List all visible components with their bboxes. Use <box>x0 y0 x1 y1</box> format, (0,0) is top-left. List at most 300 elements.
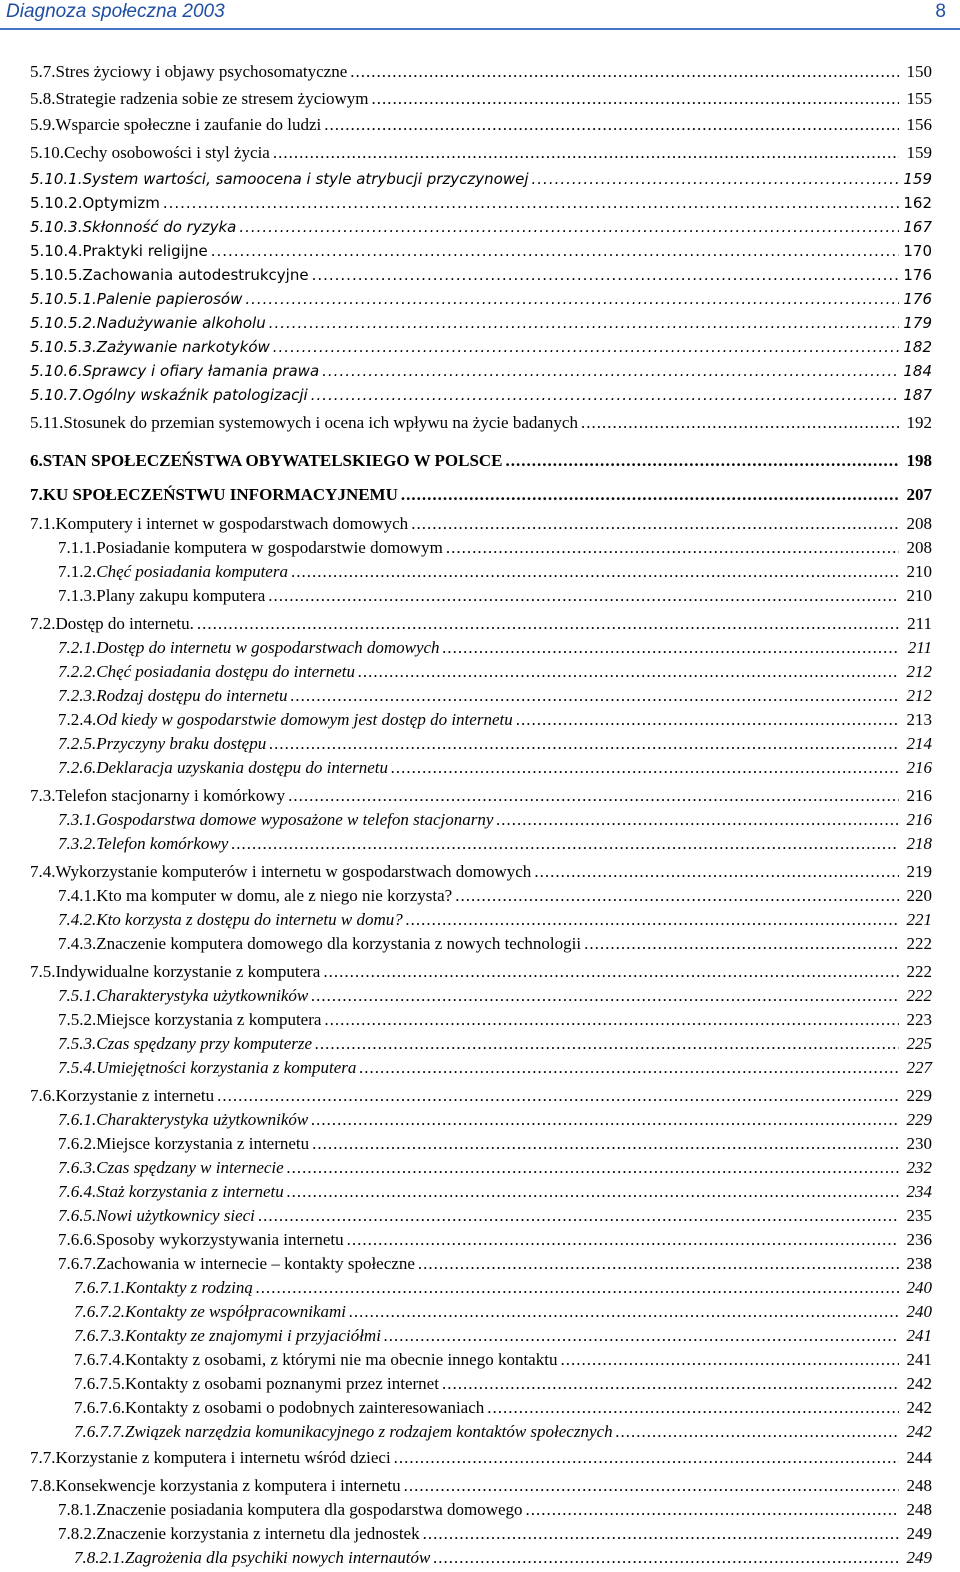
toc-entry-number: 7.2.6. <box>58 758 97 777</box>
toc-leader <box>290 685 899 707</box>
toc-entry-number: 7.6.7.7. <box>74 1422 125 1441</box>
toc-entry[interactable] <box>0 909 960 931</box>
toc-entry-number: 7.5.1. <box>58 986 97 1005</box>
toc-leader <box>268 585 899 607</box>
toc-entry[interactable] <box>0 1109 960 1131</box>
toc-leader <box>324 114 899 136</box>
toc-entry-title: Dostęp do internetu w gospodarstwach domowych <box>96 638 440 657</box>
toc-entry-page: 222 <box>906 986 932 1005</box>
toc-entry-page: 222 <box>906 962 932 981</box>
toc-entry-page: 223 <box>906 1010 932 1029</box>
toc-leader <box>534 861 899 883</box>
toc-leader <box>404 1475 899 1497</box>
toc-leader <box>350 61 899 83</box>
toc-entry-page: 208 <box>906 514 932 533</box>
toc-chapter-entry[interactable] <box>0 484 960 506</box>
toc-entry-number: 7.2. <box>30 614 56 633</box>
toc-leader <box>197 613 899 635</box>
toc-entry-number: 7.4.3. <box>58 934 97 953</box>
toc-entry-number: 7.6. <box>30 1086 56 1105</box>
toc-entry-number: 5.10.1. <box>30 170 83 188</box>
toc-leader <box>217 1085 899 1107</box>
toc-entry-number: 7.5.4. <box>58 1058 97 1077</box>
toc-entry-title: Nowi użytkownicy sieci <box>96 1206 255 1225</box>
toc-entry-page: 218 <box>906 834 932 853</box>
toc-entry[interactable] <box>0 585 960 607</box>
toc-leader <box>245 288 899 310</box>
toc-entry-number: 7.6.7. <box>58 1254 97 1273</box>
toc-entry[interactable] <box>0 360 960 382</box>
toc-entry-title: Znaczenie posiadania komputera dla gospodarstwa domowego <box>96 1500 523 1519</box>
toc-entry-page: 176 <box>903 266 932 284</box>
toc-entry-number: 5.9. <box>30 115 56 134</box>
toc-entry-page: 211 <box>907 614 932 633</box>
toc-leader <box>269 733 899 755</box>
toc-entry[interactable] <box>0 1033 960 1055</box>
toc-entry[interactable] <box>0 1499 960 1521</box>
toc-entry-number: 7.8.2. <box>58 1524 97 1543</box>
toc-entry-title: Praktyki religijne <box>82 242 208 260</box>
toc-entry-page: 230 <box>906 1134 932 1153</box>
toc-entry-number: 7.4. <box>30 862 56 881</box>
toc-entry-page: 192 <box>906 413 932 432</box>
toc-entry[interactable] <box>0 985 960 1007</box>
toc-entry-title: Chęć posiadania komputera <box>96 562 288 581</box>
toc-entry[interactable] <box>0 168 960 190</box>
toc-leader <box>446 537 899 559</box>
toc-entry-number: 5.8. <box>30 89 56 108</box>
toc-leader <box>384 1325 899 1347</box>
toc-entry-number: 7.2.1. <box>58 638 97 657</box>
toc-leader <box>287 1181 899 1203</box>
toc-entry-number: 6. <box>30 451 43 470</box>
toc-entry-number: 5.10. <box>30 143 64 162</box>
toc-entry-page: 176 <box>903 290 932 308</box>
toc-entry-number: 5.11. <box>30 413 64 432</box>
toc-entry[interactable] <box>0 757 960 779</box>
toc-entry-number: 7.6.7.5. <box>74 1374 125 1393</box>
toc-entry-number: 7.2.5. <box>58 734 97 753</box>
toc-entry-page: 208 <box>906 538 932 557</box>
toc-entry-page: 187 <box>903 386 932 404</box>
toc-entry-page: 225 <box>906 1034 932 1053</box>
toc-entry-page: 155 <box>906 89 932 108</box>
toc-leader <box>291 561 899 583</box>
toc-entry-number: 7.6.7.4. <box>74 1350 125 1369</box>
toc-entry[interactable] <box>0 216 960 238</box>
toc-leader <box>256 1277 899 1299</box>
toc-entry-page: 219 <box>906 862 932 881</box>
toc-entry-page: 159 <box>906 143 932 162</box>
toc-leader <box>359 1057 899 1079</box>
toc-entry-title: Kto korzysta z dostępu do internetu w domu? <box>96 910 403 929</box>
toc-entry-number: 7.3.2. <box>58 834 97 853</box>
toc-leader <box>418 1253 899 1275</box>
toc-entry[interactable] <box>0 1009 960 1031</box>
toc-entry-title: Umiejętności korzystania z komputera <box>96 1058 357 1077</box>
toc-entry-number: 5.10.5.1. <box>30 290 97 308</box>
toc-entry-title: System wartości, samoocena i style atrybucji przyczynowej <box>82 170 529 188</box>
toc-entry-title: Stres życiowy i objawy psychosomatyczne <box>55 62 348 81</box>
toc-entry-page: 159 <box>903 170 932 188</box>
toc-entry-title: Posiadanie komputera w gospodarstwie domowym <box>96 538 443 557</box>
toc-entry-number: 7.2.4. <box>58 710 97 729</box>
toc-entry-number: 7.6.7.1. <box>74 1278 125 1297</box>
toc-leader <box>442 1373 899 1395</box>
toc-entry-title: Stosunek do przemian systemowych i ocena ich wpływu na życie badanych <box>63 413 578 432</box>
toc-entry-number: 5.7. <box>30 62 56 81</box>
toc-entry-number: 7.2.2. <box>58 662 97 681</box>
toc-entry-page: 240 <box>906 1302 932 1321</box>
toc-entry-title: Kontakty ze współpracownikami <box>125 1302 346 1321</box>
toc-entry-page: 211 <box>907 638 932 657</box>
toc-entry[interactable] <box>0 412 960 434</box>
toc-entry[interactable] <box>0 613 960 635</box>
toc-entry-number: 5.10.5.2. <box>30 314 97 332</box>
toc-entry-page: 249 <box>906 1524 932 1543</box>
toc-entry[interactable] <box>0 1085 960 1107</box>
toc-entry-title: Plany zakupu komputera <box>96 586 266 605</box>
toc-entry-title: Konsekwencje korzystania z komputera i internetu <box>55 1476 401 1495</box>
toc-entry-title: Kontakty z osobami o podobnych zainteresowaniach <box>125 1398 485 1417</box>
page-number: 8 <box>935 1 946 22</box>
toc-leader <box>371 88 899 110</box>
toc-entry-title: Korzystanie z komputera i internetu wśród dzieci <box>55 1448 391 1467</box>
toc-entry-page: 150 <box>906 62 932 81</box>
toc-entry[interactable] <box>0 61 960 83</box>
toc-leader <box>411 513 899 535</box>
toc-entry[interactable] <box>0 1397 960 1419</box>
toc-entry-title: Cechy osobowości i styl życia <box>64 143 270 162</box>
toc-leader <box>312 1133 899 1155</box>
toc-leader <box>239 216 899 238</box>
toc-entry[interactable] <box>0 637 960 659</box>
toc-entry[interactable] <box>0 240 960 262</box>
toc-entry[interactable] <box>0 142 960 164</box>
toc-entry[interactable] <box>0 1447 960 1469</box>
toc-entry[interactable] <box>0 1373 960 1395</box>
toc-entry-page: 248 <box>906 1476 932 1495</box>
toc-entry-number: 7.1.1. <box>58 538 97 557</box>
toc-entry-title: Optymizm <box>82 194 160 212</box>
toc-leader <box>163 192 899 214</box>
toc-entry-title: Wykorzystanie komputerów i internetu w gospodarstwach domowych <box>55 862 532 881</box>
toc-leader <box>423 1523 899 1545</box>
toc-entry-number: 7.5.3. <box>58 1034 97 1053</box>
toc-entry[interactable] <box>0 88 960 110</box>
toc-entry-page: 242 <box>906 1398 932 1417</box>
toc-entry-page: 216 <box>906 758 932 777</box>
toc-entry[interactable] <box>0 288 960 310</box>
toc-entry[interactable] <box>0 709 960 731</box>
toc-entry-page: 227 <box>906 1058 932 1077</box>
toc-entry-number: 7. <box>30 485 43 504</box>
toc-leader <box>311 1109 899 1131</box>
toc-entry-number: 7.6.2. <box>58 1134 97 1153</box>
toc-entry-number: 7.8. <box>30 1476 56 1495</box>
toc-leader <box>269 312 899 334</box>
toc-leader <box>273 336 899 358</box>
toc-entry-title: Przyczyny braku dostępu <box>96 734 267 753</box>
toc-entry-number: 7.1. <box>30 514 56 533</box>
toc-entry-page: 212 <box>906 686 932 705</box>
toc-entry-title: Kontakty z osobami poznanymi przez internet <box>125 1374 439 1393</box>
toc-entry[interactable] <box>0 661 960 683</box>
toc-leader <box>616 1421 899 1443</box>
toc-entry-title: Gospodarstwa domowe wyposażone w telefon stacjonarny <box>96 810 494 829</box>
toc-entry[interactable] <box>0 561 960 583</box>
toc-entry-number: 5.10.4. <box>30 242 83 260</box>
toc-entry-number: 7.4.1. <box>58 886 97 905</box>
toc-entry-page: 184 <box>903 362 932 380</box>
toc-entry[interactable] <box>0 809 960 831</box>
document-title: Diagnoza społeczna 2003 <box>6 1 225 22</box>
toc-entry[interactable] <box>0 933 960 955</box>
toc-entry-page: 212 <box>906 662 932 681</box>
toc-entry-page: 222 <box>906 934 932 953</box>
toc-entry-page: 162 <box>903 194 932 212</box>
page-header <box>0 0 960 28</box>
toc-leader <box>322 360 899 382</box>
toc-entry-page: 249 <box>906 1548 932 1567</box>
toc-entry[interactable] <box>0 1475 960 1497</box>
toc-entry-title: Ogólny wskaźnik patologizacji <box>82 386 308 404</box>
toc-leader <box>231 833 899 855</box>
toc-entry-number: 7.6.7.6. <box>74 1398 125 1417</box>
toc-entry-number: 5.10.5.3. <box>30 338 97 356</box>
toc-entry-number: 7.5. <box>30 962 56 981</box>
toc-entry-title: Wsparcie społeczne i zaufanie do ludzi <box>55 115 322 134</box>
toc-entry[interactable] <box>0 785 960 807</box>
toc-leader <box>394 1447 899 1469</box>
toc-leader <box>347 1229 899 1251</box>
toc-leader <box>526 1499 899 1521</box>
toc-entry-title: Rodzaj dostępu do internetu <box>96 686 288 705</box>
toc-entry-number: 7.6.1. <box>58 1110 97 1129</box>
toc-entry[interactable] <box>0 861 960 883</box>
toc-entry-title: KU SPOŁECZEŃSTWU INFORMACYJNEMU <box>42 485 398 504</box>
toc-leader <box>324 1009 899 1031</box>
toc-entry-title: Znaczenie korzystania z internetu dla jednostek <box>96 1524 420 1543</box>
toc-entry-number: 5.10.7. <box>30 386 83 404</box>
toc-entry-title: Skłonność do ryzyka <box>82 218 237 236</box>
toc-entry[interactable] <box>0 885 960 907</box>
toc-entry-title: Kto ma komputer w domu, ale z niego nie korzysta? <box>96 886 453 905</box>
toc-entry-number: 7.6.4. <box>58 1182 97 1201</box>
toc-entry-page: 156 <box>906 115 932 134</box>
toc-entry-number: 7.2.3. <box>58 686 97 705</box>
toc-leader <box>211 240 899 262</box>
toc-entry-number: 7.1.2. <box>58 562 97 581</box>
toc-entry-number: 7.6.7.2. <box>74 1302 125 1321</box>
toc-entry-page: 210 <box>906 586 932 605</box>
toc-entry-number: 7.6.3. <box>58 1158 97 1177</box>
header-divider <box>0 28 960 30</box>
toc-entry-title: Dostęp do internetu. <box>55 614 194 633</box>
toc-leader <box>315 1033 899 1055</box>
toc-entry-page: 167 <box>903 218 932 236</box>
toc-entry-page: 207 <box>906 485 932 504</box>
toc-entry[interactable] <box>0 961 960 983</box>
toc-entry-number: 7.3. <box>30 786 56 805</box>
toc-entry[interactable] <box>0 1277 960 1299</box>
toc-leader <box>288 785 899 807</box>
toc-entry-page: 198 <box>906 451 932 470</box>
toc-entry[interactable] <box>0 1057 960 1079</box>
toc-entry-title: Indywidualne korzystanie z komputera <box>55 962 321 981</box>
toc-entry-page: 244 <box>906 1448 932 1467</box>
toc-entry-title: Nadużywanie alkoholu <box>96 314 266 332</box>
toc-entry-page: 229 <box>906 1086 932 1105</box>
toc-entry-title: Związek narzędzia komunikacyjnego z rodzajem kontaktów społecznych <box>125 1422 613 1441</box>
toc-entry-number: 7.6.5. <box>58 1206 97 1225</box>
toc-entry-page: 242 <box>906 1374 932 1393</box>
toc-entry-title: Chęć posiadania dostępu do internetu <box>96 662 356 681</box>
toc-entry-page: 234 <box>906 1182 932 1201</box>
toc-entry-number: 5.10.6. <box>30 362 83 380</box>
toc-leader <box>401 484 899 506</box>
toc-entry-page: 214 <box>906 734 932 753</box>
toc-entry-title: Zachowania autodestrukcyjne <box>82 266 309 284</box>
toc-entry-title: Czas spędzany przy komputerze <box>96 1034 313 1053</box>
toc-entry[interactable] <box>0 1181 960 1203</box>
toc-entry[interactable] <box>0 114 960 136</box>
toc-entry-number: 5.10.3. <box>30 218 83 236</box>
toc-entry-title: Telefon komórkowy <box>96 834 229 853</box>
toc-chapter-entry[interactable] <box>0 450 960 472</box>
toc-entry[interactable] <box>0 1133 960 1155</box>
toc-entry-number: 7.5.2. <box>58 1010 97 1029</box>
toc-leader <box>487 1397 899 1419</box>
toc-entry-title: Sposoby wykorzystywania internetu <box>96 1230 344 1249</box>
toc-leader <box>358 661 899 683</box>
toc-entry-number: 7.4.2. <box>58 910 97 929</box>
toc-leader <box>516 709 899 731</box>
toc-leader <box>581 412 899 434</box>
toc-entry-page: 210 <box>906 562 932 581</box>
toc-entry-number: 7.6.7.3. <box>74 1326 125 1345</box>
toc-leader <box>506 450 899 472</box>
toc-entry-page: 235 <box>906 1206 932 1225</box>
toc-leader <box>455 885 899 907</box>
toc-entry-page: 216 <box>906 810 932 829</box>
toc-entry-title: Staż korzystania z internetu <box>96 1182 284 1201</box>
toc-entry-title: Czas spędzany w internecie <box>96 1158 284 1177</box>
toc-entry-page: 238 <box>906 1254 932 1273</box>
toc-entry-page: 236 <box>906 1230 932 1249</box>
toc-entry[interactable] <box>0 192 960 214</box>
toc-entry-title: Deklaracja uzyskania dostępu do internetu <box>96 758 389 777</box>
toc-entry-page: 229 <box>906 1110 932 1129</box>
toc-entry-title: Zagrożenia dla psychiki nowych internautów <box>125 1548 431 1567</box>
toc-entry-page: 179 <box>903 314 932 332</box>
toc-entry-title: Charakterystyka użytkowników <box>96 986 309 1005</box>
toc-entry[interactable] <box>0 537 960 559</box>
toc-entry-number: 7.7. <box>30 1448 56 1467</box>
toc-entry[interactable] <box>0 1547 960 1569</box>
toc-entry[interactable] <box>0 1253 960 1275</box>
toc-entry-number: 5.10.2. <box>30 194 83 212</box>
toc-entry-page: 241 <box>906 1350 932 1369</box>
toc-entry-title: Sprawcy i ofiary łamania prawa <box>82 362 320 380</box>
toc-leader <box>258 1205 899 1227</box>
toc-leader <box>560 1349 899 1371</box>
toc-leader <box>532 168 899 190</box>
toc-entry[interactable] <box>0 1229 960 1251</box>
toc-entry[interactable] <box>0 1325 960 1347</box>
toc-entry-title: Palenie papierosów <box>96 290 243 308</box>
toc-entry[interactable] <box>0 1205 960 1227</box>
toc-entry-page: 213 <box>906 710 932 729</box>
toc-entry-page: 242 <box>906 1422 932 1441</box>
toc-entry-title: Kontakty ze znajomymi i przyjaciółmi <box>125 1326 381 1345</box>
toc-entry-title: STAN SPOŁECZEŃSTWA OBYWATELSKIEGO W POLSCE <box>42 451 503 470</box>
toc-entry[interactable] <box>0 1157 960 1179</box>
toc-entry-page: 216 <box>906 786 932 805</box>
toc-leader <box>496 809 899 831</box>
toc-entry-title: Kontakty z rodziną <box>125 1278 253 1297</box>
toc-entry-title: Miejsce korzystania z komputera <box>96 1010 322 1029</box>
toc-entry-number: 7.1.3. <box>58 586 97 605</box>
toc-entry[interactable] <box>0 1523 960 1545</box>
toc-entry-title: Strategie radzenia sobie ze stresem życiowym <box>55 89 369 108</box>
toc-entry-number: 7.8.2.1. <box>74 1548 125 1567</box>
toc-entry[interactable] <box>0 833 960 855</box>
toc-entry-title: Korzystanie z internetu <box>55 1086 215 1105</box>
toc-entry-page: 248 <box>906 1500 932 1519</box>
toc-entry[interactable] <box>0 685 960 707</box>
toc-entry[interactable] <box>0 336 960 358</box>
toc-entry-title: Charakterystyka użytkowników <box>96 1110 309 1129</box>
toc-entry-page: 240 <box>906 1278 932 1297</box>
toc-entry-title: Zachowania w internecie – kontakty społeczne <box>96 1254 415 1273</box>
toc-entry-title: Kontakty z osobami, z którymi nie ma obecnie innego kontaktu <box>125 1350 558 1369</box>
toc-entry[interactable] <box>0 312 960 334</box>
toc-entry-title: Zażywanie narkotyków <box>96 338 270 356</box>
toc-entry[interactable] <box>0 384 960 406</box>
toc-entry-page: 182 <box>903 338 932 356</box>
toc-entry[interactable] <box>0 264 960 286</box>
toc-leader <box>443 637 899 659</box>
toc-leader <box>406 909 899 931</box>
toc-leader <box>584 933 899 955</box>
toc-leader <box>287 1157 899 1179</box>
toc-entry-page: 241 <box>906 1326 932 1345</box>
toc-entry-number: 7.3.1. <box>58 810 97 829</box>
toc-entry-page: 220 <box>906 886 932 905</box>
toc-entry-title: Od kiedy w gospodarstwie domowym jest dostęp do internetu <box>96 710 513 729</box>
toc-entry-title: Miejsce korzystania z internetu <box>96 1134 310 1153</box>
toc-leader <box>311 985 899 1007</box>
toc-entry-title: Komputery i internet w gospodarstwach domowych <box>55 514 409 533</box>
toc-entry-number: 7.6.6. <box>58 1230 97 1249</box>
toc-entry-number: 7.8.1. <box>58 1500 97 1519</box>
toc-entry-page: 232 <box>906 1158 932 1177</box>
toc-entry[interactable] <box>0 513 960 535</box>
toc-entry-title: Znaczenie komputera domowego dla korzystania z nowych technologii <box>96 934 582 953</box>
toc-entry-title: Telefon stacjonarny i komórkowy <box>55 786 286 805</box>
toc-leader <box>323 961 899 983</box>
toc-entry[interactable] <box>0 1349 960 1371</box>
toc-entry-page: 221 <box>906 910 932 929</box>
toc-entry[interactable] <box>0 1301 960 1323</box>
toc-entry[interactable] <box>0 733 960 755</box>
toc-leader <box>391 757 899 779</box>
toc-leader <box>312 264 899 286</box>
toc-leader <box>349 1301 899 1323</box>
toc-entry[interactable] <box>0 1421 960 1443</box>
toc-entry-page: 170 <box>903 242 932 260</box>
